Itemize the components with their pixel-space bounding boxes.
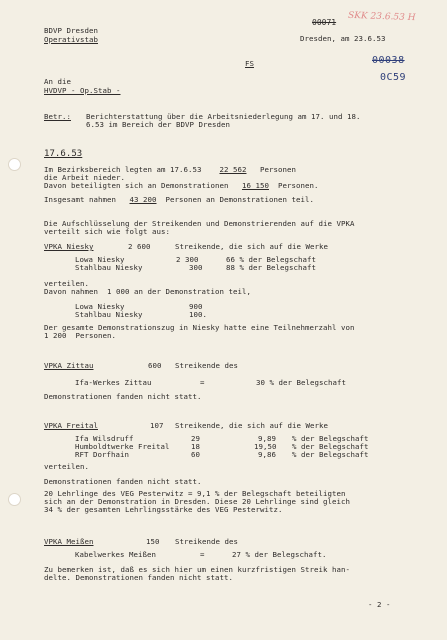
freital-apprentice-line1: 20 Lehrlinge des VEG Pesterwitz = 9,1 % der Belegschaft beteiligten <box>44 489 346 498</box>
zittau-label: VPKA Zittau <box>44 361 94 370</box>
niesky-row-count: 2 300 <box>176 255 199 264</box>
freital-count: 107 <box>150 421 164 430</box>
freital-row-pct: 19,50 <box>254 442 277 451</box>
zittau-note: Demonstrationen fanden nicht statt. <box>44 392 202 401</box>
archive-stamp-bottom: 0C59 <box>380 72 407 83</box>
freital-verteilen: verteilen. <box>44 462 89 471</box>
archive-stamp-top: 00038 <box>372 55 405 66</box>
meissen-row-pct: 27 % der Belegschaft. <box>232 550 327 559</box>
intro-line3: Davon beteiligten sich an Demonstrationen 16 150 Personen. <box>44 181 319 190</box>
freital-row-rest: % der Belegschaft <box>292 442 369 451</box>
freital-row-count: 29 <box>191 434 200 443</box>
fs-marker: FS <box>245 59 254 68</box>
niesky-demo-row-count: 100. <box>189 310 207 319</box>
place-date: Dresden, am 23.6.53 <box>300 34 386 43</box>
niesky-demo-row-name: Lowa Niesky <box>75 302 125 311</box>
freital-row-count: 60 <box>191 450 200 459</box>
punch-hole-bottom <box>8 493 21 506</box>
subject-line2: 6.53 im Bereich der BDVP Dresden <box>86 120 230 129</box>
niesky-demo-row-name: Stahlbau Niesky <box>75 310 143 319</box>
meissen-label: VPKA Meißen <box>44 537 94 546</box>
niesky-desc: Streikende, die sich auf die Werke <box>175 242 328 251</box>
freital-row-pct: 9,86 <box>258 450 276 459</box>
intro-line2: die Arbeit nieder. <box>44 173 125 182</box>
niesky-row-pct: 66 % der Belegschaft <box>226 255 316 264</box>
intro-line4: Insgesamt nahmen 43 200 Personen an Demonstrationen teil. <box>44 195 314 204</box>
recipient-line2: HVDVP - Op.Stab - <box>44 86 121 95</box>
meissen-note-line2: delte. Demonstrationen fanden nicht statt. <box>44 573 233 582</box>
punch-hole-top <box>8 158 21 171</box>
freital-desc: Streikende, die sich auf die Werke <box>175 421 328 430</box>
breakdown-line2: verteilt sich wie folgt aus: <box>44 227 170 236</box>
freital-row-rest: % der Belegschaft <box>292 434 369 443</box>
freital-row-name: Ifa Wilsdruff <box>75 434 134 443</box>
intro-line1: Im Bezirksbereich legten am 17.6.53 22 562 Personen <box>44 165 296 174</box>
freital-row-name: Humboldtwerke Freital <box>75 442 170 451</box>
niesky-row-count: 300 <box>189 263 203 272</box>
freital-label: VPKA Freital <box>44 421 98 430</box>
niesky-label: VPKA Niesky <box>44 242 94 251</box>
subject-line1: Berichterstattung über die Arbeitsniederlegung am 17. und 18. <box>86 112 361 121</box>
org-unit: Operativstab <box>44 35 98 44</box>
niesky-count: 2 600 <box>128 242 151 251</box>
freital-row-rest: % der Belegschaft <box>292 450 369 459</box>
meissen-desc: Streikende des <box>175 537 238 546</box>
meissen-row-name: Kabelwerkes Meißen <box>75 550 156 559</box>
page-number: - 2 - <box>368 600 391 609</box>
zittau-count: 600 <box>148 361 162 370</box>
niesky-verteilen: verteilen. <box>44 279 89 288</box>
recipient-line1: An die <box>44 77 71 86</box>
meissen-row-eq: = <box>200 550 205 559</box>
freital-apprentice-line3: 34 % der gesamten Lehrlingsstärke des VEG Pesterwitz. <box>44 505 283 514</box>
freital-row-count: 18 <box>191 442 200 451</box>
freital-note: Demonstrationen fanden nicht statt. <box>44 477 202 486</box>
niesky-demo-row-count: 900 <box>189 302 203 311</box>
freital-row-pct: 9,89 <box>258 434 276 443</box>
niesky-total-line1: Der gesamte Demonstrationszug in Niesky hatte eine Teilnehmerzahl von <box>44 323 355 332</box>
freital-apprentice-line2: sich an der Demonstration in Dresden. Diese 20 Lehrlinge sind gleich <box>44 497 350 506</box>
niesky-row-name: Lowa Niesky <box>75 255 125 264</box>
zittau-row-eq: = <box>200 378 205 387</box>
zittau-desc: Streikende des <box>175 361 238 370</box>
niesky-row-name: Stahlbau Niesky <box>75 263 143 272</box>
handwritten-note: SKK 23.6.53 H <box>347 10 416 24</box>
reference-number-stamp: 00071 <box>312 18 337 27</box>
zittau-row-name: Ifa-Werkes Zittau <box>75 378 152 387</box>
freital-row-name: RFT Dorfhain <box>75 450 129 459</box>
meissen-count: 150 <box>146 537 160 546</box>
zittau-row-pct: 30 % der Belegschaft <box>256 378 346 387</box>
section-date: 17.6.53 <box>44 149 83 159</box>
breakdown-line1: Die Aufschlüsselung der Streikenden und Demonstrierenden auf die VPKA <box>44 219 355 228</box>
subject-label: Betr.: <box>44 112 71 121</box>
org-name: BDVP Dresden <box>44 26 98 35</box>
niesky-total-line2: 1 200 Personen. <box>44 331 116 340</box>
niesky-row-pct: 88 % der Belegschaft <box>226 263 316 272</box>
niesky-demo-line: Davon nahmen 1 000 an der Demonstration teil, <box>44 287 251 296</box>
meissen-note-line1: Zu bemerken ist, daß es sich hier um einen kurzfristigen Streik han- <box>44 565 350 574</box>
